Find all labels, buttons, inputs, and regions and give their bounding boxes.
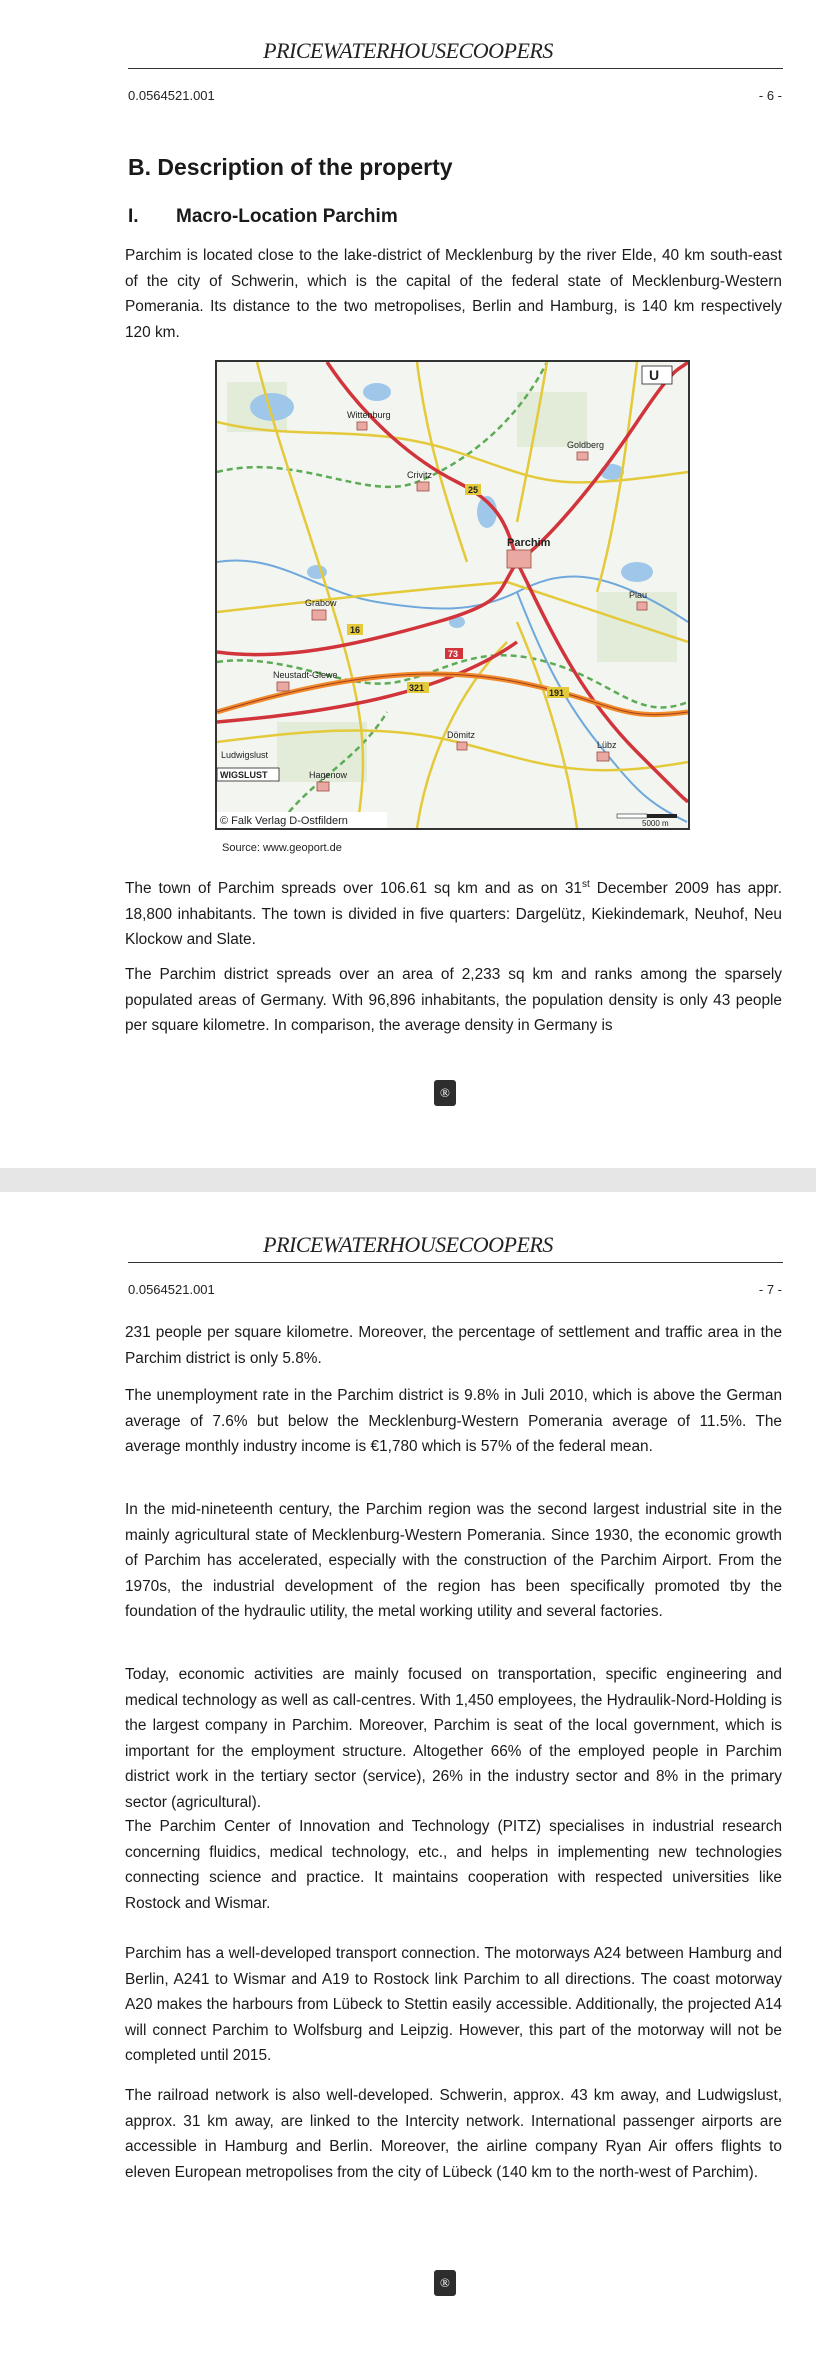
document-number: 0.0564521.001 (128, 88, 215, 103)
map-sheet-letter: U (649, 367, 660, 383)
svg-text:Lübz: Lübz (597, 740, 617, 750)
body-paragraph: In the mid-nineteenth century, the Parchim region was the second largest industrial site in the mainly agricultural state of Mecklenburg-Western Pomerania. Since 1930, the economic growth of Parchim has accelerated, especially with the construction of the Parchim Airport. From the 1970s, the industrial development of the region has been specifically promoted tby the foundation of the hydraulic utility, the metal working utility and several factories. (125, 1501, 782, 1620)
svg-text:25: 25 (468, 485, 479, 495)
document-page-7 (0, 1192, 816, 2370)
map-scale: 5000 m (642, 819, 669, 828)
svg-text:16: 16 (350, 625, 361, 635)
svg-text:Hagenow: Hagenow (309, 770, 348, 780)
svg-text:Wittenburg: Wittenburg (347, 410, 391, 420)
place-label: Parchim (507, 537, 551, 549)
town-paragraph: The town of Parchim spreads over 106.61 sq km and as on 31st December 2009 has appr. 18,800 inhabitants. The town is divided in five quarters: Dargelütz, Kiekindemark, Neuhof, Neu Klockow and Slate. (125, 879, 782, 949)
header-rule (128, 68, 783, 69)
body-paragraph: The railroad network is also well-developed. Schwerin, approx. 43 km away, and Ludwigslust, approx. 31 km away, are linked to the Intercity network. International passenger airports are accessible in Hamburg and Berlin. Moreover, the airline company Ryan Air offers flights to eleven European metropolises from the city of Lübeck (140 km to the north-west of Parchim). (125, 2087, 782, 2181)
map-credit: © Falk Verlag D-Ostfildern (220, 815, 348, 827)
page-number: - 7 - (758, 1282, 782, 1297)
body-paragraph: Today, economic activities are mainly focused on transportation, specific engineering and medical technology as well as call-centres. With 1,450 employees, the Hydraulik-Nord-Holding is the largest company in Parchim. Moreover, Parchim is seat of the local government, which is important for the employment structure. Altogether 66% of the employed people in Parchim district work in the tertiary sector (service), 26% in the industry sector and 8% in the primary sector (agricultural). (125, 1666, 782, 1811)
map-source: Source: www.geoport.de (222, 842, 342, 854)
header-rule (128, 1262, 783, 1263)
subsection-heading (128, 206, 398, 228)
svg-text:Crivitz: Crivitz (407, 470, 432, 480)
document-page-6 (0, 0, 816, 1168)
wigslust-label: WIGSLUST (220, 770, 268, 780)
svg-text:Dömitz: Dömitz (447, 730, 476, 740)
pwc-logo: PRICEWATERHOUSECOOPERS (263, 1232, 553, 1257)
body-paragraph: The Parchim Center of Innovation and Technology (PITZ) specialises in industrial research concerning fluidics, medical technology, etc., and helps in implementing new technologies connecting science and practice. It maintains cooperation with respected universities like Rostock and Wismar. (125, 1818, 782, 1912)
section-heading: B. Description of the property (128, 154, 453, 180)
svg-text:Ludwigslust: Ludwigslust (221, 750, 269, 760)
document-number: 0.0564521.001 (128, 1282, 215, 1297)
intro-paragraph: Parchim is located close to the lake-district of Mecklenburg by the river Elde, 40 km south-east of the city of Schwerin, which is the capital of the federal state of Mecklenburg-Western Pomerania. Its distance to the two metropolises, Berlin and Hamburg, is 140 km respectively 120 km. (125, 247, 782, 341)
svg-text:Neustadt-Glewe: Neustadt-Glewe (273, 670, 338, 680)
page-mark-icon: ® (434, 2270, 456, 2296)
district-paragraph: The Parchim district spreads over an area of 2,233 sq km and ranks among the sparsely populated areas of Germany. With 96,896 inhabitants, the population density is only 43 people per square kilometre. In comparison, the average density in Germany is (125, 966, 782, 1034)
subsection-title: Macro-Location Parchim (176, 206, 398, 227)
location-map (215, 360, 690, 830)
svg-text:Grabow: Grabow (305, 598, 337, 608)
svg-text:321: 321 (409, 683, 425, 693)
body-paragraph: The unemployment rate in the Parchim district is 9.8% in Juli 2010, which is above the German average of 7.6% but below the Mecklenburg-Western Pomerania average of 11.5%. The average monthly industry income is €1,780 which is 57% of the federal mean. (125, 1387, 782, 1455)
road-number-label: 73 (448, 649, 459, 659)
svg-text:Plau: Plau (629, 590, 648, 600)
svg-text:Goldberg: Goldberg (567, 440, 605, 450)
body-paragraph: 231 people per square kilometre. Moreover, the percentage of settlement and traffic area in the Parchim district is only 5.8%. (125, 1324, 782, 1367)
page-number: - 6 - (758, 88, 782, 103)
body-paragraph: Parchim has a well-developed transport connection. The motorways A24 between Hamburg and Berlin, A241 to Wismar and A19 to Rostock link Parchim to all directions. The coast motorway A20 makes the harbours from Lübeck to Stettin easily accessible. Additionally, the projected A14 will connect Parchim to Wolfsburg and Leipzig. However, this part of the motorway will not be completed until 2015. (125, 1945, 782, 2064)
page-mark-icon: ® (434, 1080, 456, 1106)
svg-text:191: 191 (549, 688, 565, 698)
pwc-logo: PRICEWATERHOUSECOOPERS (263, 38, 553, 63)
map-graphic (217, 362, 688, 828)
subsection-number: I. (128, 206, 139, 227)
